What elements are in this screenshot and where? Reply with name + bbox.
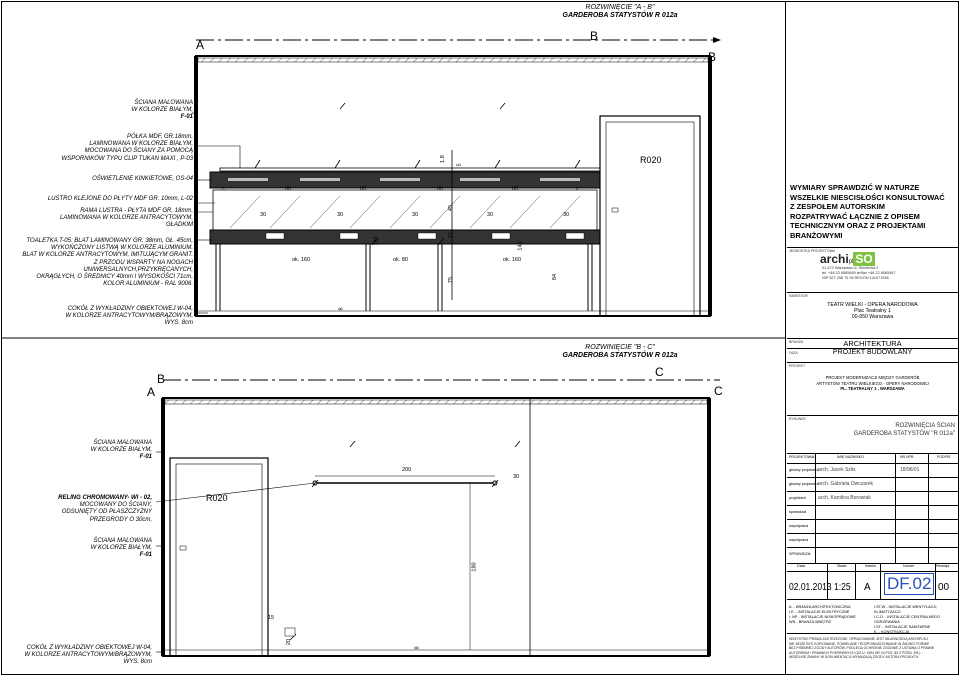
room-label-top: R020	[640, 155, 662, 165]
rysunek-label: RYSUNEK	[789, 417, 806, 421]
dim-c2: c	[576, 186, 579, 192]
note-wall-bottom-1: ŚCIANA MALOWANA W KOLORZE BIAŁYM, F-01	[90, 440, 152, 461]
jednostka-label: JEDNOSTKA PROJEKTOWA	[789, 249, 836, 253]
dim-30c: 30	[412, 212, 419, 218]
room-label-bottom: R020	[206, 493, 228, 503]
index-value: A	[864, 582, 871, 593]
elevation-a-b	[192, 40, 720, 316]
note-mirror-frame: RAMA LUSTRA - PŁYTA MDF GR. 18mm, LAMINOWANA W KOLORZE ANTRACYTOWYM, GŁADKIM	[59, 208, 193, 229]
dim-146: 146	[517, 241, 524, 251]
dim-20: 20	[286, 638, 293, 646]
dim-ok80: ok. 80	[393, 257, 408, 263]
firm-details: 01-472 Warszawa ul. Sieciecha 2 tel. +48 22 6565669 tel/fax +48 22 6565467 NIP 527 258 75 36 REGON 141971936	[822, 266, 896, 280]
meta-col	[880, 563, 881, 599]
faza-label: FAZA	[789, 351, 798, 355]
dim-45: 45	[448, 204, 455, 212]
dim-80d: 80	[512, 186, 519, 192]
marker-c-bottom: C	[655, 365, 664, 379]
team-row: główny projektant arch. Jacek Szlis 18/96/01	[789, 467, 920, 473]
rysunek-value: ROZWINIĘCIA ŚCIAN GARDEROBA STATYSTÓW "R 012a"	[853, 423, 955, 437]
note-wall-bottom-2: ŚCIANA MALOWANA W KOLORZE BIAŁYM, F-01	[90, 538, 152, 559]
dim-15-bottom: 15	[268, 615, 275, 621]
dim-180: 180	[471, 562, 478, 572]
marker-c2-bottom: C	[714, 384, 723, 398]
dim-ok160a: ok. 160	[292, 257, 311, 263]
note-mirror: LUSTRO KLEJONE DO PŁYTY MDF GR. 10mm, L-02	[47, 196, 193, 202]
note-shelf: PÓŁKA MDF, GR.18mm, LAMINOWANA W KOLORZE BIAŁYM, MOCOWANA DO ŚCIANY ZA POMOCĄ WSPORNIKÓW TYPU CLIP TUKAN MAXI , P-03	[61, 134, 193, 162]
team-row: współpraca	[789, 524, 809, 528]
faza-value: PROJEKT BUDOWLANY	[832, 349, 913, 356]
branza-value: ARCHITEKTURA	[843, 339, 902, 348]
investor-info: TEATR WIELKI - OPERA NARODOWA Plac Teatralny 1 00-950 Warszawa	[827, 302, 918, 321]
scale-value: 1:25	[834, 582, 851, 593]
marker-b-bottom: B	[157, 372, 166, 386]
meta-col	[855, 563, 856, 599]
projekt-label: PROJEKT	[789, 364, 806, 368]
note-lighting: OŚWIETLENIE KINKIETOWE, OS-04	[92, 176, 193, 182]
dim-195: 195	[373, 236, 380, 246]
dim-1-8: 1.8	[439, 155, 446, 163]
dim-30a: 30	[260, 212, 267, 218]
date-value: 02.01.2013	[789, 582, 832, 593]
marker-b2-top: B	[708, 50, 717, 64]
meta-headers: Data Skala Indeks Numer Rewizja	[797, 564, 950, 568]
dim-30-bottom: 30	[513, 474, 520, 480]
note-vanity: TOALETKA T-05: BLAT LAMINOWANY GR. 38mm, GŁ. 45cm, WYKOŃCZONY LISTWĄ W KOLORZE ALUMINIUM. BLAT W KOLORZE ANTRACYTOWYM, IMITUJĄCYM GRANIT. Z PRZODU WSPARTY NA NOGACH UNIWERSALNYCH,PRZYKRĘCANYCH, OKRĄGŁYCH, O ŚREDNICY 40mm I WYSOKOŚCI 71cm, KOLOR ALUMINIUM - RAL 9006.	[22, 238, 193, 288]
team-row: współpraca	[789, 538, 809, 542]
team-row: sprawdzał	[789, 510, 807, 514]
team-row: główny projektant arch. Gabriela Owczarek	[789, 481, 874, 487]
team-row: projektant arch. Karolina Borowiak	[789, 495, 871, 501]
projekt-value: PROJEKT MODERNIZACJI MIĘDZY GARDERÓB ARTYSTÓW TEATRU WIELKIEGO - OPERY NARODOWEJ PL. TEATRALNY 1 , WARSZAWA	[816, 375, 929, 391]
dim-30d: 30	[487, 212, 494, 218]
team-header: PROJEKTOWAŁ IMIĘ NAZWISKO NR UPR. PODPIS	[789, 455, 951, 459]
note-plinth-top: COKÓŁ Z WYKŁADZINY OBIEKTOWEJ W-04, W KOLORZE ANTRACYTOWYM/BRĄZOWYM, WYS. 8cm	[65, 306, 193, 327]
dim-80b: 80	[360, 186, 367, 192]
dim-80a: 80	[285, 186, 292, 192]
dim-80c: 80	[437, 186, 444, 192]
legend-left: A. - BRANŻA ARCHITEKTONICZNA I.E. - INSTALACJE ELEKTRYCZNE I. NP - INSTALACJE NISKOPRĄDOWE WN - BRANŻA WNĘTRZ	[789, 605, 856, 624]
dim-15: 15	[448, 231, 455, 239]
bottom-section-title: ROZWINIĘCIE "B - C" GARDEROBA STATYSTÓW R 012a	[562, 344, 678, 359]
top-section-title: ROZWINIĘCIE "A - B" GARDEROBA STATYSTÓW R 012a	[562, 4, 678, 19]
dim-75: 75	[448, 276, 455, 284]
note-plinth-bottom: COKÓŁ Z WYKŁADZINY OBIEKTOWEJ W-04, W KOLORZE ANTRACYTOWYM/BRĄZOWYM, WYS. 8cm	[24, 645, 152, 666]
title-block-divider	[785, 1, 786, 674]
dim-8-bottom: 8	[414, 646, 421, 650]
meta-col	[827, 563, 828, 599]
dim-30e: 30	[563, 212, 570, 218]
marker-a-top: A	[196, 38, 205, 52]
elevation-b-c	[156, 380, 720, 656]
dim-ok160b: ok. 160	[503, 257, 522, 263]
note-rail: RELING CHROMOWANY- WI - 02, MOCOWANY DO ŚCIANY, ODSUNIĘTY OD PŁASZCZYZNY PRZEGRODY O 30cm,	[58, 495, 152, 523]
meta-col	[935, 563, 936, 599]
legend-right: I.ST.W - INSTALACJE WENTYLACJI, KLIMATYZACJI I.C.O. - INSTALACJE CENTRALNEGO OGRZEWANIA I.ST. - INSTALACJE SANITARNE K. - KONSTRUKCJA	[874, 605, 940, 634]
dim-5: 5	[456, 163, 463, 167]
inwestor-label: INWESTOR	[789, 294, 808, 298]
number-value: DF.02	[884, 573, 934, 595]
firm-logo: archipl SO	[820, 252, 873, 266]
dim-84: 84	[552, 273, 559, 281]
warning-text: WYMIARY SPRAWDZIĆ W NATURZE WSZELKIE NIESCISŁOŚCI KONSULTOWAĆ Z ZESPOŁEM AUTORSKIM ROZPATRYWAĆ ŁĄCZNIE Z OPISEM TECHNICZNYM ORAZ Z PROJEKTAMI BRANŻOWYMI	[790, 183, 945, 240]
branza-label: BRANŻA	[789, 340, 804, 344]
revision-value: 00	[938, 582, 950, 593]
dim-8: 8	[338, 307, 345, 311]
dim-200: 200	[402, 467, 412, 473]
copyright-note: WSZYSTKIE PRAWA ZASTRZEŻONE. OPRACOWANIE JEST WŁASNOŚCIĄ ARCHIPLSO NIE MOŻE BYĆ KOPIOWANE, POWIELANE I ROZPOWSZECHNIANE W ŻADNEJ FORMIE BEZ PISEMNEJ ZGODY AUTORÓW. PODLEGA OCHRONIE ZGODNIE Z USTAWĄ O PRAWIE AUTORSKIM I PRAWACH POKREWNYCH (DZ.U. 1994 NR 24 POZ. 83 Z PÓŹN. ZM.) WSZELKIE ZMIANY W DOKUMENTACJI WYMAGAJĄ ZGODY AUTORA PROJEKTU	[789, 637, 935, 660]
note-wall-top: ŚCIANA MALOWANA W KOLORZE BIAŁYM, F-01	[131, 100, 193, 121]
dim-c1: c	[222, 186, 225, 192]
dim-30b: 30	[337, 212, 344, 218]
team-row: SPRAWDZIŁ	[789, 552, 812, 556]
marker-b-top: B	[590, 29, 599, 43]
marker-a-bottom: A	[147, 385, 156, 399]
